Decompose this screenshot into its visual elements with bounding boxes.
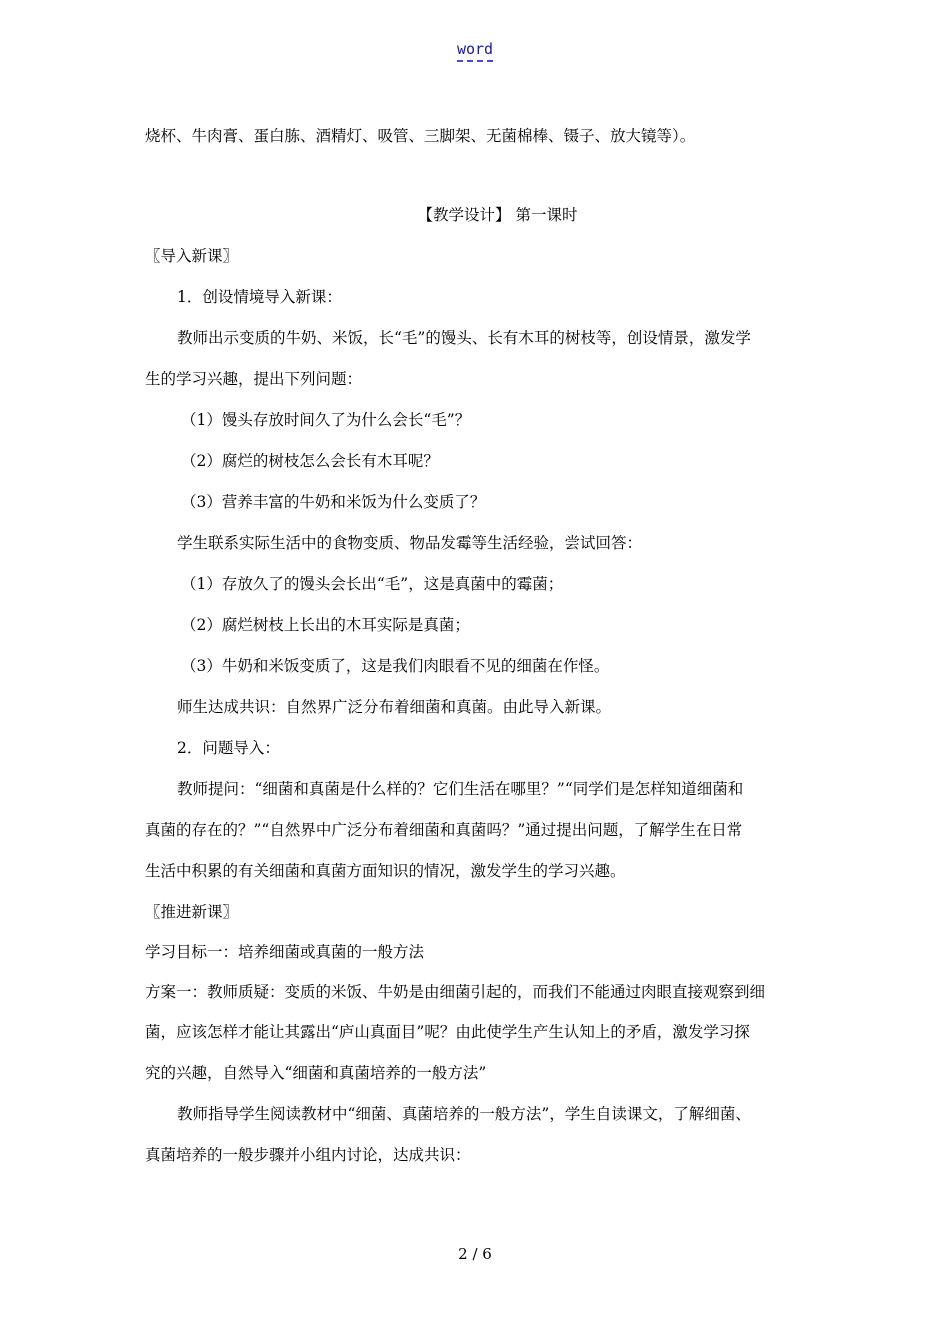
question-item: （2）腐烂的树枝怎么会长有木耳呢？: [181, 452, 439, 470]
paragraph-line: 真菌的存在的？”“自然界中广泛分布着细菌和真菌吗？”通过提出问题，了解学生在日常: [145, 821, 743, 839]
question-item: （1）馒头存放时间久了为什么会长“毛”？: [181, 411, 471, 429]
paragraph-line: 教师提问：“细菌和真菌是什么样的？它们生活在哪里？”“同学们是怎样知道细菌和: [177, 780, 744, 798]
paragraph-line: 真菌培养的一般步骤并小组内讨论，达成共识：: [145, 1146, 471, 1164]
answer-item: （1）存放久了的馒头会长出“毛”，这是真菌中的霉菌；: [181, 575, 564, 593]
question-item: （3）营养丰富的牛奶和米饭为什么变质了？: [181, 493, 486, 511]
learning-objective-one: 学习目标一：培养细菌或真菌的一般方法: [145, 943, 425, 961]
page-number: 2 / 6: [458, 1245, 492, 1263]
paragraph-line: 生的学习兴趣，提出下列问题：: [145, 370, 363, 388]
answer-item: （2）腐烂树枝上长出的木耳实际是真菌；: [181, 616, 470, 634]
subheading-scenario-intro: 1．创设情境导入新课：: [177, 288, 342, 306]
header-word-link[interactable]: word: [457, 40, 493, 62]
section-heading-teaching-design: 【教学设计】 第一课时: [417, 206, 578, 224]
subheading-question-intro: 2．问题导入：: [177, 739, 280, 757]
paragraph-line: 学生联系实际生活中的食物变质、物品发霉等生活经验，尝试回答：: [177, 534, 643, 552]
paragraph-line: 生活中积累的有关细菌和真菌方面知识的情况，激发学生的学习兴趣。: [145, 862, 626, 880]
section-label-intro: 〖导入新课〗: [145, 247, 239, 265]
paragraph-line: 究的兴趣，自然导入“细菌和真菌培养的一般方法”: [145, 1064, 487, 1082]
answer-item: （3）牛奶和米饭变质了，这是我们肉眼看不见的细菌在作怪。: [181, 657, 610, 675]
paragraph-line: 菌，应该怎样才能让其露出“庐山真面目”呢？由此使学生产生认知上的矛盾，激发学习探: [145, 1023, 750, 1041]
section-label-advance: 〖推进新课〗: [145, 903, 239, 921]
page-header: [0, 40, 950, 58]
paragraph-line: 师生达成共识：自然界广泛分布着细菌和真菌。由此导入新课。: [177, 698, 612, 716]
document-body: [145, 116, 810, 1176]
paragraph-line: 教师出示变质的牛奶、米饭，长“毛”的馒头、长有木耳的树枝等，创设情景，激发学: [177, 329, 751, 347]
paragraph-materials-continued: 烧杯、牛肉膏、蛋白胨、酒精灯、吸管、三脚架、无菌棉棒、镊子、放大镜等）。: [145, 127, 696, 145]
paragraph-line: 教师指导学生阅读教材中“细菌、真菌培养的一般方法”，学生自读课文，了解细菌、: [177, 1105, 751, 1123]
paragraph-line: 方案一：教师质疑：变质的米饭、牛奶是由细菌引起的，而我们不能通过肉眼直接观察到细: [145, 983, 766, 1001]
